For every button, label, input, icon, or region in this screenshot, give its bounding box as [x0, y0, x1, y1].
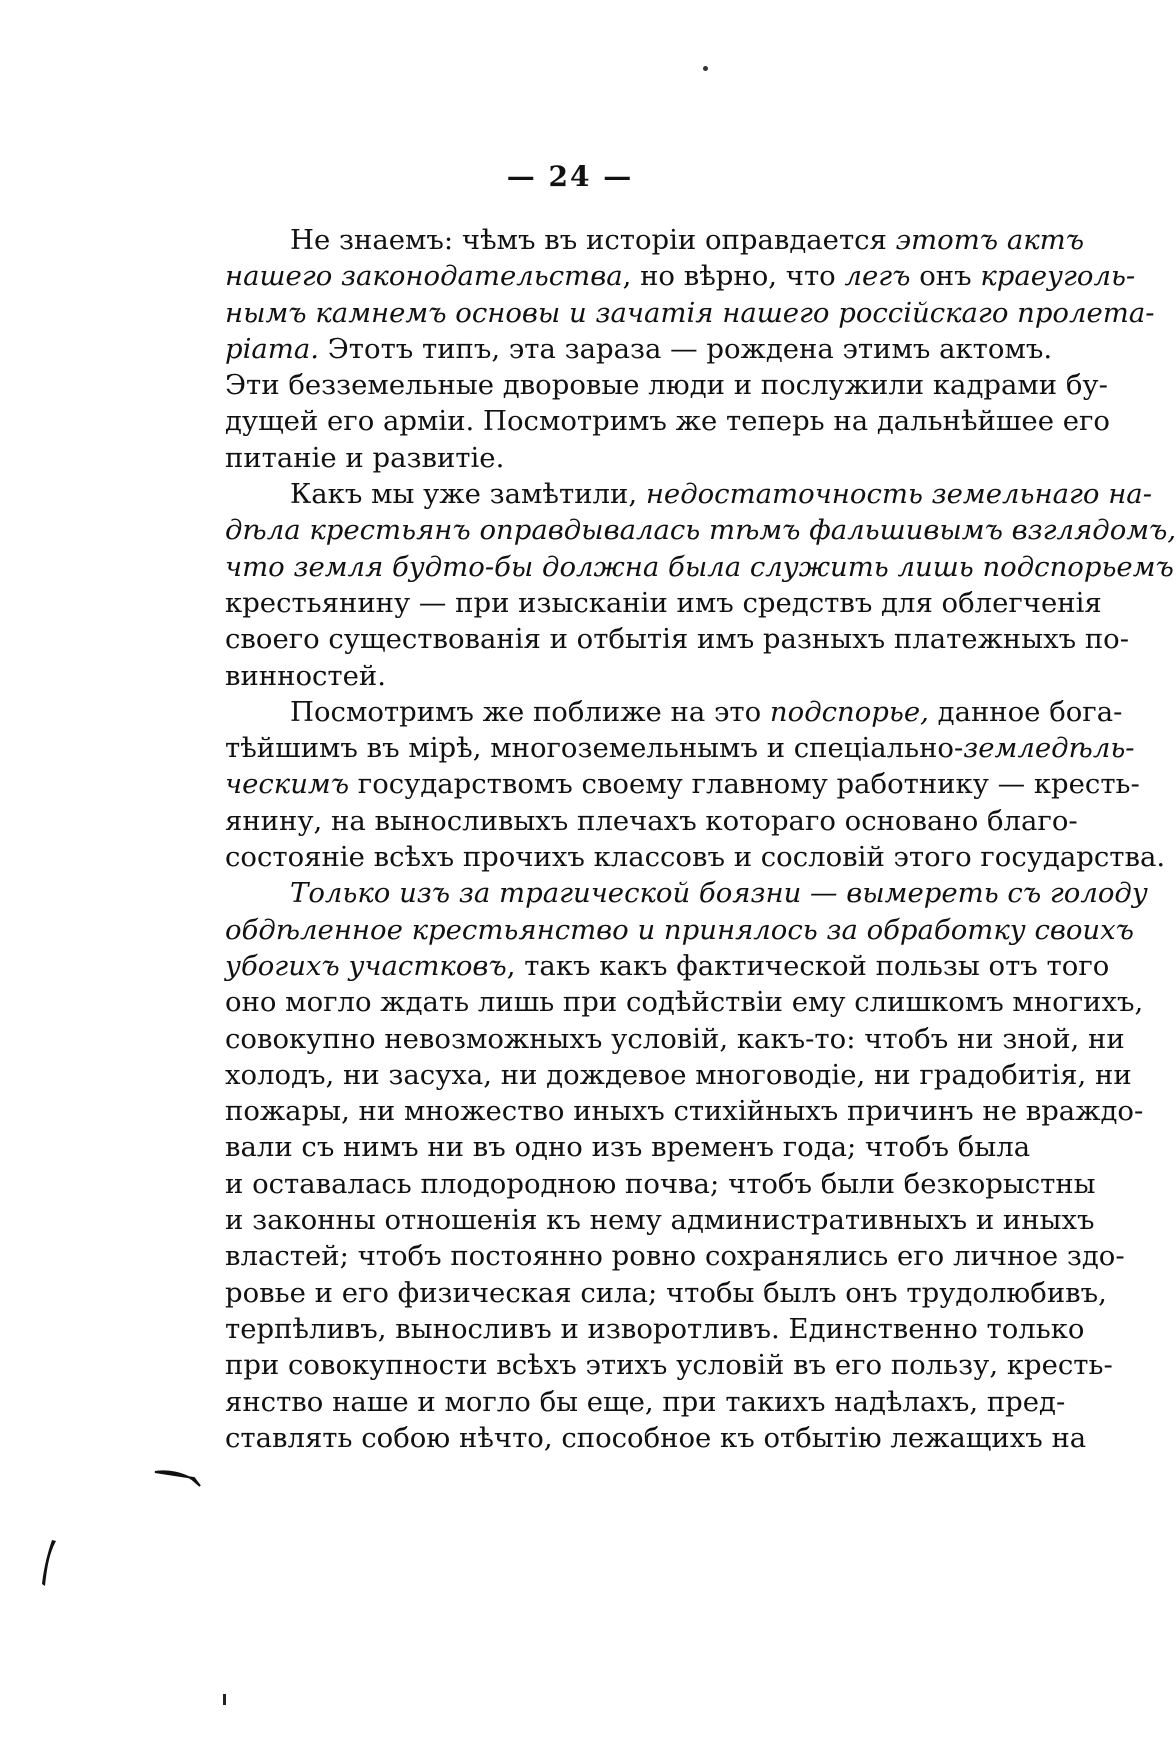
text-line [225, 331, 1053, 367]
italic-text: дѣла крестьянъ оправдывалась тѣмъ фальшивымъ взглядомъ, [225, 514, 1176, 547]
text: при совокупности всѣхъ этихъ условій въ его пользу, кресть- [225, 1349, 1113, 1382]
text-line [225, 1311, 1085, 1347]
text: своего существованія и отбытія имъ разныхъ платежныхъ по- [225, 623, 1130, 656]
text: , такъ какъ фактической пользы отъ того [506, 949, 1110, 982]
italic-text: убогихъ участковъ [225, 949, 507, 982]
text: данное бога- [928, 695, 1123, 728]
paragraph [225, 875, 1148, 1456]
text: совокупно невозможныхъ условій, какъ-то: чтобъ ни зной, ни [225, 1022, 1125, 1055]
text-line [225, 1202, 1095, 1238]
italic-text: подспорье, [769, 695, 929, 728]
pen-stroke-mark [154, 1468, 202, 1488]
paragraph [225, 694, 1166, 875]
italic-text: земледѣль- [963, 732, 1135, 765]
text-line [225, 367, 1108, 403]
text: и законны отношенія къ нему административныхъ и иныхъ [225, 1204, 1095, 1237]
text-line [225, 1347, 1113, 1383]
text: Этотъ типъ, эта зараза — рождена этимъ актомъ. [319, 332, 1053, 365]
text-line [225, 1420, 1087, 1456]
italic-text: нымъ камнемъ основы и зачатія нашего россійскаго пролета- [225, 296, 1155, 329]
text: винностей. [225, 659, 386, 692]
text-line [225, 403, 1110, 439]
text-line [225, 730, 1135, 766]
text-line [225, 912, 1134, 948]
text: , но вѣрно, что [622, 260, 845, 293]
text-line [225, 512, 1176, 548]
ink-speck [703, 66, 708, 71]
text-line [225, 694, 1123, 730]
text-line [225, 585, 1102, 621]
text-line [225, 1093, 1144, 1129]
text: Эти безземельные дворовые люди и послужили кадрами бу- [225, 369, 1108, 402]
italic-text: легъ [844, 260, 911, 293]
text: вали съ нимъ ни въ одно изъ временъ года; чтобъ была [225, 1131, 1031, 1164]
text-line [225, 1275, 1107, 1311]
text: и оставалась плодородною почва; чтобъ были безкорыстны [225, 1167, 1096, 1200]
text-line [225, 1021, 1125, 1057]
italic-text: недостаточность земельнаго на- [645, 478, 1152, 511]
text-line [225, 839, 1166, 875]
text-line [225, 803, 1078, 839]
italic-text: что земля будто-бы должна была служить лишь подспорьемъ [225, 550, 1174, 583]
text: состояніе всѣхъ прочихъ классовъ и сословій этого государства. [225, 841, 1166, 874]
text: государствомъ своему главному работнику — кресть- [349, 768, 1140, 801]
pen-stroke-mark [40, 1538, 58, 1588]
text-line [225, 1384, 1066, 1420]
text: онъ [910, 260, 981, 293]
text: ровье и его физическая сила; чтобы былъ онъ трудолюбивъ, [225, 1276, 1107, 1309]
text: Не знаемъ: чѣмъ въ исторіи оправдается [290, 224, 896, 256]
italic-text: Только изъ за трагической боязни — вымереть съ голоду [290, 877, 1148, 910]
text-line [225, 948, 1110, 984]
text-line [225, 984, 1144, 1020]
text-line [225, 476, 1152, 512]
text-line [225, 258, 1136, 294]
text: властей; чтобъ постоянно ровно сохранялись его личное здо- [225, 1240, 1125, 1273]
italic-text: краеуголь- [980, 260, 1136, 293]
italic-text: обдѣленное крестьянство и принялось за обработку своихъ [225, 913, 1134, 946]
text-line [225, 295, 1155, 331]
paragraph [225, 476, 1176, 694]
body-text [225, 222, 1176, 1456]
text: пожары, ни множество иныхъ стихійныхъ причинъ не враждо- [225, 1095, 1144, 1128]
text: янство наше и могло бы еще, при такихъ надѣлахъ, пред- [225, 1385, 1066, 1418]
text: оно могло ждать лишь при содѣйствіи ему слишкомъ многихъ, [225, 986, 1144, 1019]
page-number: — 24 — [506, 160, 634, 193]
text-line [225, 1166, 1096, 1202]
text-line [225, 1238, 1125, 1274]
text-line [225, 440, 1020, 476]
italic-text: нашего законодательства [225, 260, 623, 293]
text: крестьянину — при изысканіи имъ средствъ для облегченія [225, 586, 1102, 619]
italic-text: ріата. [225, 332, 320, 365]
text-line [225, 766, 1140, 802]
ink-mark [222, 1692, 228, 1706]
text-line [225, 875, 1148, 911]
text: питаніе и развитіе. [225, 441, 505, 474]
text-line [225, 1129, 1031, 1165]
italic-text: ческимъ [225, 768, 350, 801]
italic-text: этотъ актъ [895, 224, 1085, 256]
text-line [225, 222, 1085, 258]
text: дущей его арміи. Посмотримъ же теперь на дальнѣйшее его [225, 405, 1110, 438]
text-line [225, 621, 1130, 657]
text: тѣйшимъ въ мірѣ, многоземельнымъ и спеціально- [225, 732, 964, 765]
text: Посмотримъ же поближе на это [290, 695, 770, 728]
paragraph [225, 222, 1155, 476]
text-line [225, 658, 1020, 694]
text: ставлять собою нѣчто, способное къ отбытію лежащихъ на [225, 1421, 1087, 1454]
text: янину, на выносливыхъ плечахъ котораго основано благо- [225, 804, 1078, 837]
text-line [225, 549, 1174, 585]
text: терпѣливъ, выносливъ и изворотливъ. Единственно только [225, 1312, 1085, 1345]
text-line [225, 1057, 1132, 1093]
text: холодъ, ни засуха, ни дождевое многоводіе, ни градобитія, ни [225, 1058, 1132, 1091]
text: Какъ мы уже замѣтили, [290, 478, 646, 511]
